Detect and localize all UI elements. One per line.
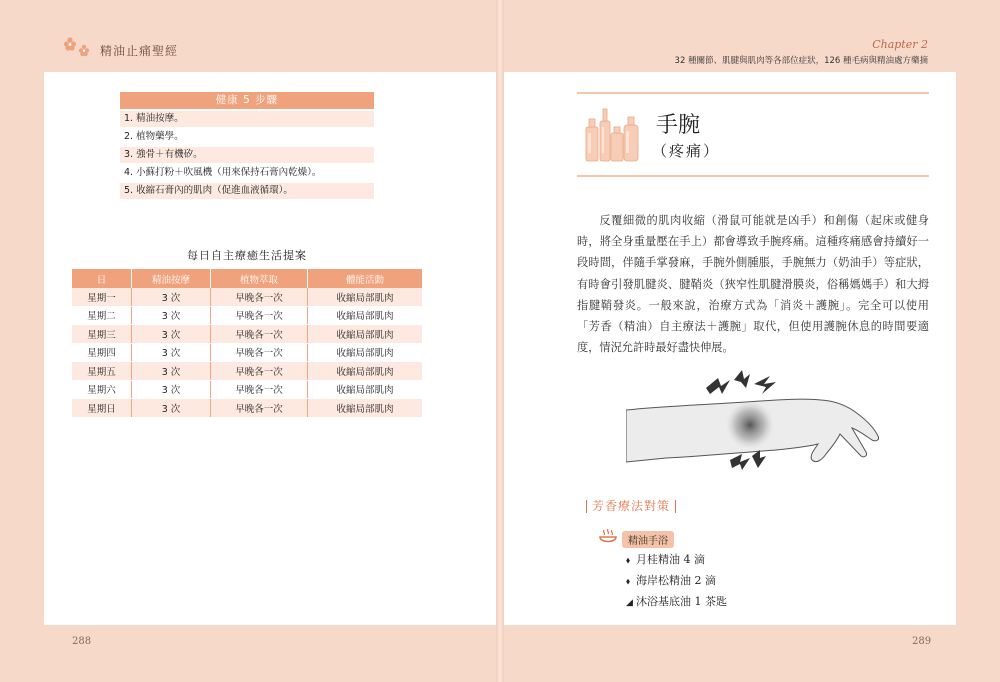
column-header: 日 [72, 269, 132, 288]
title-rule-top [577, 92, 929, 94]
book-gutter [496, 0, 504, 682]
step-item: 1. 精油按摩。 [120, 111, 374, 127]
table-cell: 收縮局部肌肉 [308, 306, 422, 325]
table-title: 每日自主療癒生活提案 [187, 249, 307, 262]
table-cell: 3 次 [132, 380, 211, 399]
table-row [72, 343, 422, 362]
table-row [72, 288, 422, 306]
table-cell: 早晚各一次 [210, 380, 307, 399]
table-row [72, 306, 422, 325]
spoon-icon: ◢ [626, 598, 633, 608]
section-label [581, 497, 681, 514]
divider [675, 500, 676, 513]
page-title: 手腕 [656, 113, 701, 138]
table-cell: 星期六 [72, 380, 132, 399]
drop-icon: ⬧ [626, 556, 631, 566]
step-item: 4. 小蘇打粉＋吹風機（用來保持石膏內乾燥）。 [120, 165, 374, 181]
table-cell: 星期三 [72, 325, 132, 344]
column-header: 植物萃取 [210, 269, 307, 288]
body-paragraph: 反覆細微的肌肉收縮（滑鼠可能就是凶手）和創傷（起床或健身時，將全身重量壓在手上）都會導致手腕疼痛。這種疼痛感會持續好一段時間，伴隨手掌發麻，手腕外側腫脹，手腕無力（奶油手）等症狀，有時會引發肌腱炎、腱鞘炎（狹窄性肌腱滑膜炎，俗稱媽媽手）和大拇指腱鞘發炎。一般來說，治療方式為「消炎＋護腕」。完全可以使用「芳香（精油）自主療法＋護腕」取代，但使用護腕休息的時間要適度，情況允許時最好盡快伸展。 [577, 214, 929, 355]
section-label-text: 芳香療法對策 [592, 499, 671, 513]
table-cell: 早晚各一次 [210, 288, 307, 306]
book-title: 精油止痛聖經 [100, 44, 179, 58]
table-cell: 收縮局部肌肉 [308, 362, 422, 381]
table-cell: 3 次 [132, 362, 211, 381]
divider [586, 500, 587, 513]
column-header: 精油按摩 [132, 269, 211, 288]
page-number-left: 288 [72, 636, 92, 647]
steps-title: 健康 5 步驟 [120, 92, 374, 109]
chapter-label: Chapter 2 [872, 38, 928, 51]
page-number-right: 289 [912, 636, 932, 647]
table-cell: 星期二 [72, 306, 132, 325]
step-item: 3. 強骨＋有機矽。 [120, 147, 374, 163]
steps-box [120, 92, 374, 199]
table-cell: 3 次 [132, 306, 211, 325]
ingredient-item [626, 572, 716, 588]
ingredient-item [626, 551, 705, 567]
table-cell: 早晚各一次 [210, 399, 307, 418]
table-row [72, 380, 422, 399]
table-cell: 3 次 [132, 343, 211, 362]
table-cell: 早晚各一次 [210, 325, 307, 344]
table-cell: 早晚各一次 [210, 343, 307, 362]
step-item: 5. 收縮石膏內的肌肉（促進血液循環）。 [120, 183, 374, 199]
title-rule-bottom [577, 175, 929, 177]
table-cell: 收縮局部肌肉 [308, 343, 422, 362]
table-row [72, 362, 422, 381]
column-header: 體能活動 [308, 269, 422, 288]
body-text [577, 210, 929, 358]
table-cell: 星期一 [72, 288, 132, 306]
oil-bottles-illustration [580, 103, 644, 169]
table-cell: 早晚各一次 [210, 362, 307, 381]
table-cell: 3 次 [132, 399, 211, 418]
table-cell: 收縮局部肌肉 [308, 288, 422, 306]
chapter-subtitle: 32 種關節、肌腱與肌肉等各部位症狀，126 種毛病與精油處方藥摘 [674, 56, 928, 66]
ingredient-text: 海岸松精油 2 滴 [636, 574, 716, 587]
table-cell: 早晚各一次 [210, 306, 307, 325]
table-row [72, 325, 422, 344]
drop-icon: ⬧ [626, 577, 631, 587]
flower-icon [62, 34, 98, 66]
table-cell: 收縮局部肌肉 [308, 325, 422, 344]
table-cell: 3 次 [132, 288, 211, 306]
table-cell: 星期五 [72, 362, 132, 381]
daily-plan-table [72, 269, 422, 418]
step-item: 2. 植物藥學。 [120, 129, 374, 145]
wrist-pain-illustration [626, 370, 886, 486]
hand-bath-icon [598, 528, 618, 550]
table-header-row [72, 269, 422, 288]
table-cell: 星期四 [72, 343, 132, 362]
recipe-name: 精油手浴 [622, 531, 674, 548]
ingredient-text: 月桂精油 4 滴 [636, 553, 705, 566]
table-cell: 收縮局部肌肉 [308, 399, 422, 418]
table-cell: 收縮局部肌肉 [308, 380, 422, 399]
table-cell: 3 次 [132, 325, 211, 344]
ingredient-text: 沐浴基底油 1 茶匙 [636, 595, 727, 608]
ingredient-item [626, 593, 727, 609]
table-cell: 星期日 [72, 399, 132, 418]
page-subtitle: （疼痛） [652, 142, 721, 160]
table-row [72, 399, 422, 418]
